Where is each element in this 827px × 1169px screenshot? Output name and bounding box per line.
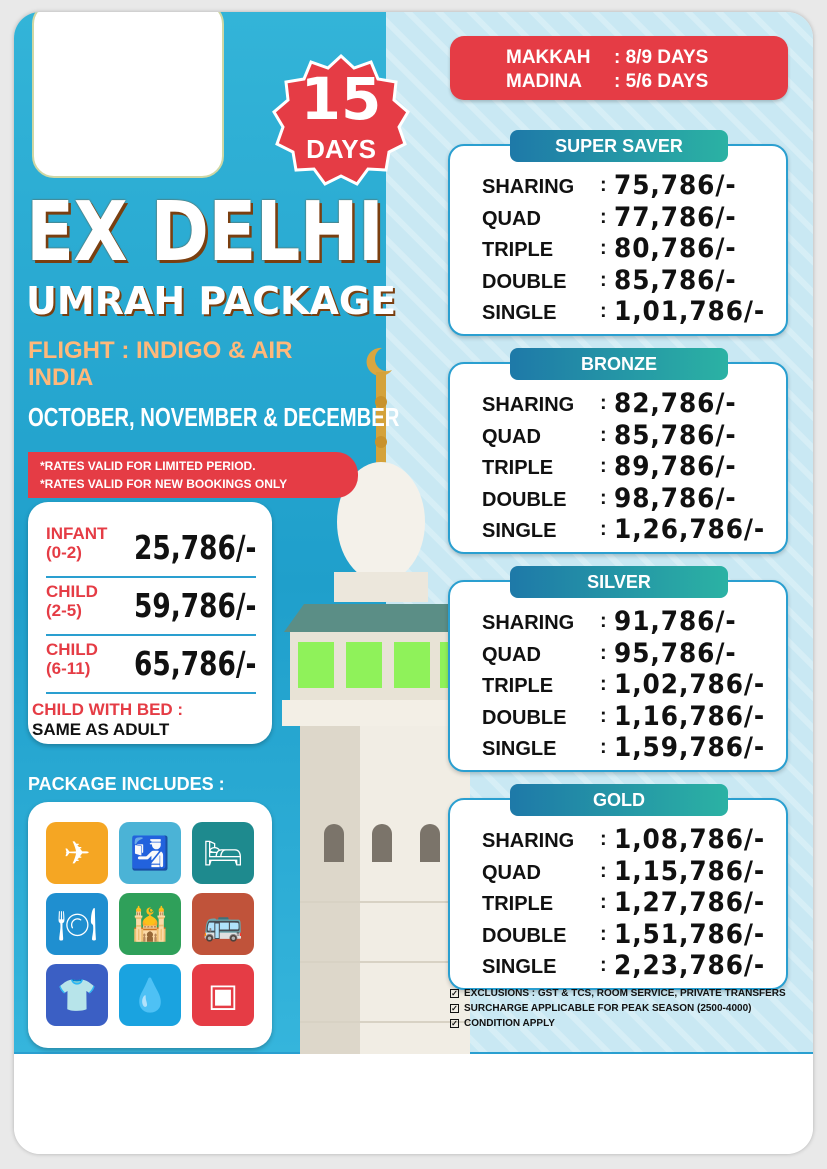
colon-separator: : (600, 954, 607, 976)
checkbox-icon: ✓ (451, 988, 458, 998)
child-rate-label: INFANT (46, 524, 108, 543)
colon-separator: : (600, 392, 607, 414)
colon-separator: : (600, 174, 607, 196)
child-rate-row (46, 578, 258, 636)
child-rate-price: 65,786/- (134, 644, 257, 683)
room-price: 82,786/- (614, 388, 737, 419)
rate-row (482, 233, 782, 264)
room-price: 85,786/- (614, 419, 737, 451)
room-type: SINGLE (482, 520, 557, 542)
room-price: 1,16,786/- (614, 700, 766, 732)
rate-row (482, 669, 782, 700)
rate-row (482, 483, 782, 514)
package-tier-title: GOLD (510, 784, 728, 816)
colon-separator: : (600, 641, 607, 664)
meals-icon: 🍽 (46, 893, 108, 955)
stay-row (506, 70, 788, 94)
footnotes (450, 986, 786, 1031)
travel-months: OCTOBER, NOVEMBER & DECEMBER (28, 402, 400, 432)
logo-placeholder (32, 12, 224, 178)
room-price: 95,786/- (614, 637, 737, 669)
room-price: 1,02,786/- (614, 669, 766, 700)
validity-notes (28, 452, 358, 498)
room-type: SHARING (482, 176, 575, 198)
stay-days: : 5/6 DAYS (614, 71, 709, 92)
room-type: SINGLE (482, 302, 557, 324)
ziyarat-mosque-icon: 🕌 (119, 893, 181, 955)
room-price: 1,26,786/- (614, 514, 766, 545)
room-type: SHARING (482, 830, 575, 852)
room-price: 91,786/- (614, 606, 737, 637)
rate-row (482, 420, 782, 451)
rate-row (482, 638, 782, 669)
child-rate-label: CHILD (46, 582, 98, 601)
checkbox-icon: ✓ (451, 1018, 458, 1028)
rate-row (482, 388, 782, 419)
colon-separator: : (600, 423, 607, 446)
child-rate-price: 59,786/- (134, 586, 257, 625)
room-type: DOUBLE (482, 706, 567, 729)
colon-separator: : (600, 205, 607, 228)
package-tier-title: BRONZE (510, 348, 728, 380)
room-price: 1,51,786/- (614, 918, 766, 950)
colon-separator: : (600, 673, 607, 695)
colon-separator: : (600, 736, 607, 758)
bus-transport-icon: 🚌 (192, 893, 254, 955)
room-type: QUAD (482, 207, 541, 230)
room-type: SINGLE (482, 738, 557, 760)
rate-row (482, 202, 782, 233)
flight-info: FLIGHT : INDIGO & AIR INDIA (28, 337, 293, 391)
rate-row (482, 732, 782, 763)
child-with-bed-label: CHILD WITH BED : (32, 700, 184, 719)
colon-separator: : (600, 486, 607, 509)
room-price: 75,786/- (614, 170, 737, 201)
note-new-bookings: *RATES VALID FOR NEW BOOKINGS ONLY (40, 477, 288, 491)
room-type: QUAD (482, 425, 541, 448)
child-rate-row (46, 636, 258, 694)
zamzam-water-icon: 💧 (119, 964, 181, 1026)
room-price: 85,786/- (614, 264, 737, 296)
rate-row (482, 296, 782, 327)
days-number: 15 (300, 65, 382, 133)
rate-row (482, 887, 782, 918)
room-type: SHARING (482, 612, 575, 634)
room-price: 77,786/- (614, 201, 737, 233)
room-type: QUAD (482, 861, 541, 884)
days-badge (272, 52, 410, 190)
room-type: DOUBLE (482, 488, 567, 511)
stay-days: : 8/9 DAYS (614, 47, 709, 68)
package-includes-title: PACKAGE INCLUDES : (28, 774, 225, 794)
room-price: 1,15,786/- (614, 855, 766, 887)
package-tier-card (448, 798, 788, 990)
room-price: 1,59,786/- (614, 732, 766, 763)
rate-row (482, 919, 782, 950)
checkbox-icon: ✓ (451, 1003, 458, 1013)
room-price: 80,786/- (614, 233, 737, 264)
child-rate-age: (0-2) (46, 543, 82, 562)
rate-row (482, 824, 782, 855)
stay-city: MADINA (506, 71, 582, 92)
colon-separator: : (600, 268, 607, 291)
colon-separator: : (600, 300, 607, 322)
footnote-item (450, 1016, 786, 1031)
room-type: TRIPLE (482, 893, 554, 915)
room-price: 98,786/- (614, 482, 737, 514)
room-type: TRIPLE (482, 239, 554, 261)
room-type: SINGLE (482, 956, 557, 978)
child-rate-age: (2-5) (46, 601, 82, 620)
room-price: 1,08,786/- (614, 824, 766, 855)
package-includes-card (28, 802, 272, 1048)
colon-separator: : (600, 891, 607, 913)
room-type: DOUBLE (482, 270, 567, 293)
room-type: QUAD (482, 643, 541, 666)
sim-card-icon: ▣ (192, 964, 254, 1026)
rate-row (482, 606, 782, 637)
rate-row (482, 451, 782, 482)
package-tier-title: SILVER (510, 566, 728, 598)
colon-separator: : (600, 610, 607, 632)
visa-icon: 🛂 (119, 822, 181, 884)
footnote-text: CONDITION APPLY (464, 1018, 555, 1029)
room-type: SHARING (482, 394, 575, 416)
umrah-package-poster (14, 12, 813, 1154)
days-label: DAYS (306, 134, 376, 164)
footnote-item (450, 986, 786, 1001)
footnote-text: EXCLUSIONS : GST & TCS, ROOM SERVICE, PRIVATE TRANSFERS (464, 988, 786, 999)
title-umrah-package: UMRAH PACKAGE (26, 279, 397, 323)
child-rate-row (46, 520, 258, 578)
rate-row (482, 701, 782, 732)
rate-row (482, 514, 782, 545)
rate-row (482, 170, 782, 201)
stay-duration-box (450, 36, 788, 100)
child-with-bed-value: SAME AS ADULT (32, 720, 170, 739)
footnote-text: SURCHARGE APPLICABLE FOR PEAK SEASON (2500-4000) (464, 1003, 752, 1014)
colon-separator: : (600, 859, 607, 882)
room-price: 1,27,786/- (614, 887, 766, 918)
footer-band (14, 1052, 813, 1154)
title-ex-delhi: EX DELHI (26, 185, 384, 280)
package-tier-card (448, 362, 788, 554)
room-price: 89,786/- (614, 451, 737, 482)
room-price: 1,01,786/- (614, 296, 766, 327)
colon-separator: : (600, 704, 607, 727)
package-tier-title: SUPER SAVER (510, 130, 728, 162)
room-type: DOUBLE (482, 924, 567, 947)
note-limited-period: *RATES VALID FOR LIMITED PERIOD. (40, 459, 256, 473)
colon-separator: : (600, 455, 607, 477)
colon-separator: : (600, 518, 607, 540)
stay-row (506, 46, 788, 70)
colon-separator: : (600, 237, 607, 259)
footnote-item (450, 1001, 786, 1016)
package-tier-card (448, 580, 788, 772)
package-tier-card (448, 144, 788, 336)
child-rate-age: (6-11) (46, 659, 91, 678)
room-type: TRIPLE (482, 675, 554, 697)
laundry-icon: 👕 (46, 964, 108, 1026)
room-price: 2,23,786/- (614, 950, 766, 981)
colon-separator: : (600, 922, 607, 945)
hotel-bed-icon: 🛏 (192, 822, 254, 884)
stay-city: MAKKAH (506, 47, 591, 68)
rate-row (482, 265, 782, 296)
divider (46, 692, 256, 694)
rate-row (482, 950, 782, 981)
rate-row (482, 856, 782, 887)
colon-separator: : (600, 828, 607, 850)
flight-icon: ✈ (46, 822, 108, 884)
child-rate-price: 25,786/- (134, 528, 257, 567)
room-type: TRIPLE (482, 457, 554, 479)
child-rate-label: CHILD (46, 640, 98, 659)
